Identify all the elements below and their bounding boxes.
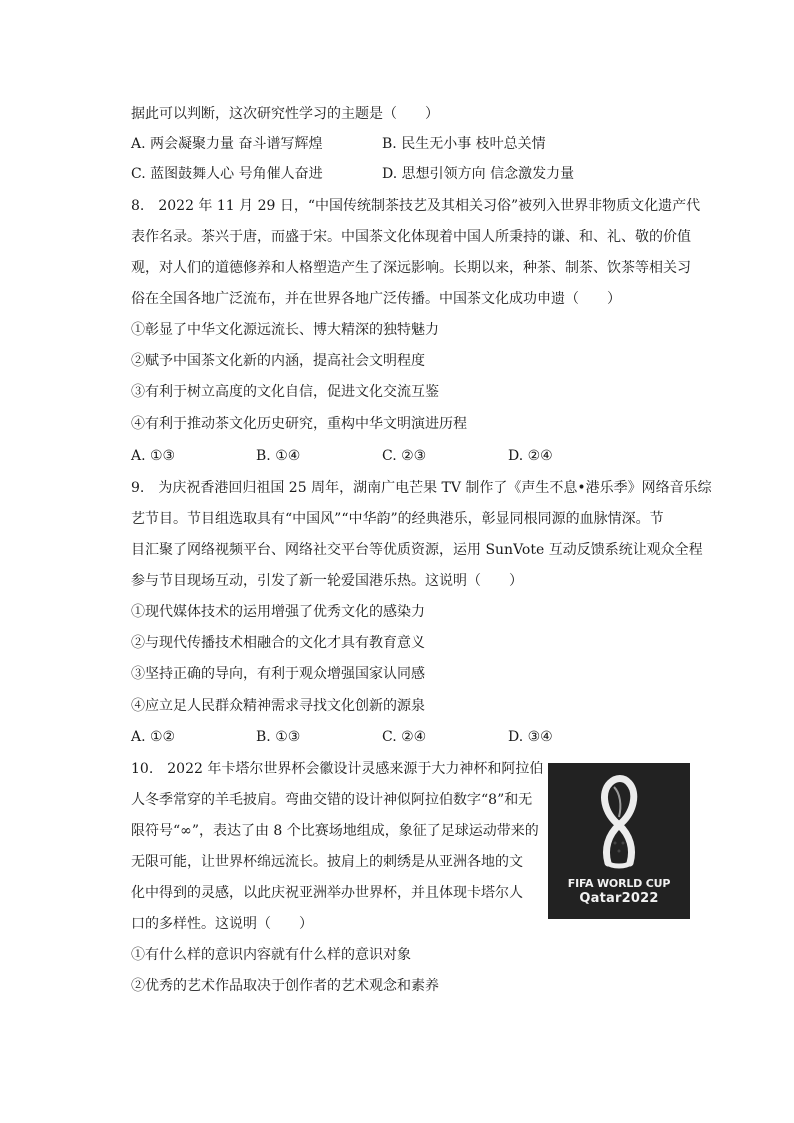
q9-option-a: A. ①②	[131, 729, 176, 745]
q10-stem-line: 10. 2022 年卡塔尔世界杯会徽设计灵感来源于大力神杯和阿拉伯	[131, 761, 544, 777]
q10-stem-line: 限符号“∞”，表达了由 8 个比赛场地组成，象征了足球运动带来的	[131, 823, 539, 839]
q8-stem-line: 观，对人们的道德修养和人格塑造产生了深远影响。长期以来，种茶、制茶、饮茶等相关习	[131, 260, 691, 276]
q10-statement: ①有什么样的意识内容就有什么样的意识对象	[131, 947, 411, 963]
q8-stem-line: 俗在全国各地广泛流布，并在世界各地广泛传播。中国茶文化成功申遗（ ）	[131, 291, 621, 307]
q9-stem-line: 艺节目。节目组选取具有“中国风”“中华韵”的经典港乐，彰显同根同源的血脉情深。节	[131, 511, 664, 527]
q8-option-b: B. ①④	[256, 448, 301, 464]
q9-statement: ③坚持正确的导向，有利于观众增强国家认同感	[131, 666, 425, 682]
q7-option-a: A. 两会凝聚力量 奋斗谱写辉煌	[131, 136, 323, 152]
q8-option-c: C. ②③	[382, 448, 427, 464]
q9-stem-line: 9. 为庆祝香港回归祖国 25 周年，湖南广电芒果 TV 制作了《声生不息•港乐季》网络音乐综	[131, 480, 712, 496]
q8-option-d: D. ②④	[508, 448, 553, 464]
q8-stem-line: 8. 2022 年 11 月 29 日，“中国传统制茶技艺及其相关习俗”被列入世界非物质文化遗产代	[131, 198, 701, 214]
q9-stem-line: 参与节目现场互动，引发了新一轮爱国港乐热。这说明（ ）	[131, 573, 523, 589]
q8-statement: ③有利于树立高度的文化自信，促进文化交流互鉴	[131, 384, 439, 400]
q10-stem-line: 化中得到的灵感，以此庆祝亚洲举办世界杯，并且体现卡塔尔人	[131, 885, 523, 901]
emblem-line1: FIFA WORLD CUP	[567, 877, 671, 890]
q10-stem-line: 无限可能，让世界杯绵远流长。披肩上的刺绣是从亚洲各地的文	[131, 854, 523, 870]
q7-option-b: B. 民生无小事 枝叶总关情	[382, 136, 546, 152]
q8-option-a: A. ①③	[131, 448, 176, 464]
world-cup-emblem-image	[548, 763, 690, 919]
q9-option-c: C. ②④	[382, 729, 427, 745]
q7-option-c: C. 蓝图鼓舞人心 号角催人奋进	[131, 166, 323, 182]
q10-stem-line: 口的多样性。这说明（ ）	[131, 916, 313, 932]
q10-statement: ②优秀的艺术作品取决于创作者的艺术观念和素养	[131, 978, 439, 994]
q9-statement: ①现代媒体技术的运用增强了优秀文化的感染力	[131, 604, 425, 620]
q8-statement: ④有利于推动茶文化历史研究，重构中华文明演进历程	[131, 416, 467, 432]
q9-statement: ②与现代传播技术相融合的文化才具有教育意义	[131, 635, 425, 651]
q9-option-b: B. ①③	[256, 729, 301, 745]
q10-stem-line: 人冬季常穿的羊毛披肩。弯曲交错的设计神似阿拉伯数字“8”和无	[131, 792, 533, 808]
q7-option-d: D. 思想引领方向 信念激发力量	[382, 166, 575, 182]
q8-stem-line: 表作名录。茶兴于唐，而盛于宋。中国茶文化体现着中国人所秉持的谦、和、礼、敬的价值	[131, 229, 691, 245]
q8-statement: ②赋予中国茶文化新的内涵，提高社会文明程度	[131, 353, 425, 369]
question-stem-line: 据此可以判断，这次研究性学习的主题是（ ）	[131, 106, 439, 122]
q9-stem-line: 目汇聚了网络视频平台、网络社交平台等优质资源，运用 SunVote 互动反馈系统让观众全程	[131, 542, 703, 558]
emblem-line2: Qatar2022	[579, 891, 659, 906]
q9-statement: ④应立足人民群众精神需求寻找文化创新的源泉	[131, 698, 425, 714]
q8-statement: ①彰显了中华文化源远流长、博大精深的独特魅力	[131, 322, 439, 338]
q9-option-d: D. ③④	[508, 729, 553, 745]
